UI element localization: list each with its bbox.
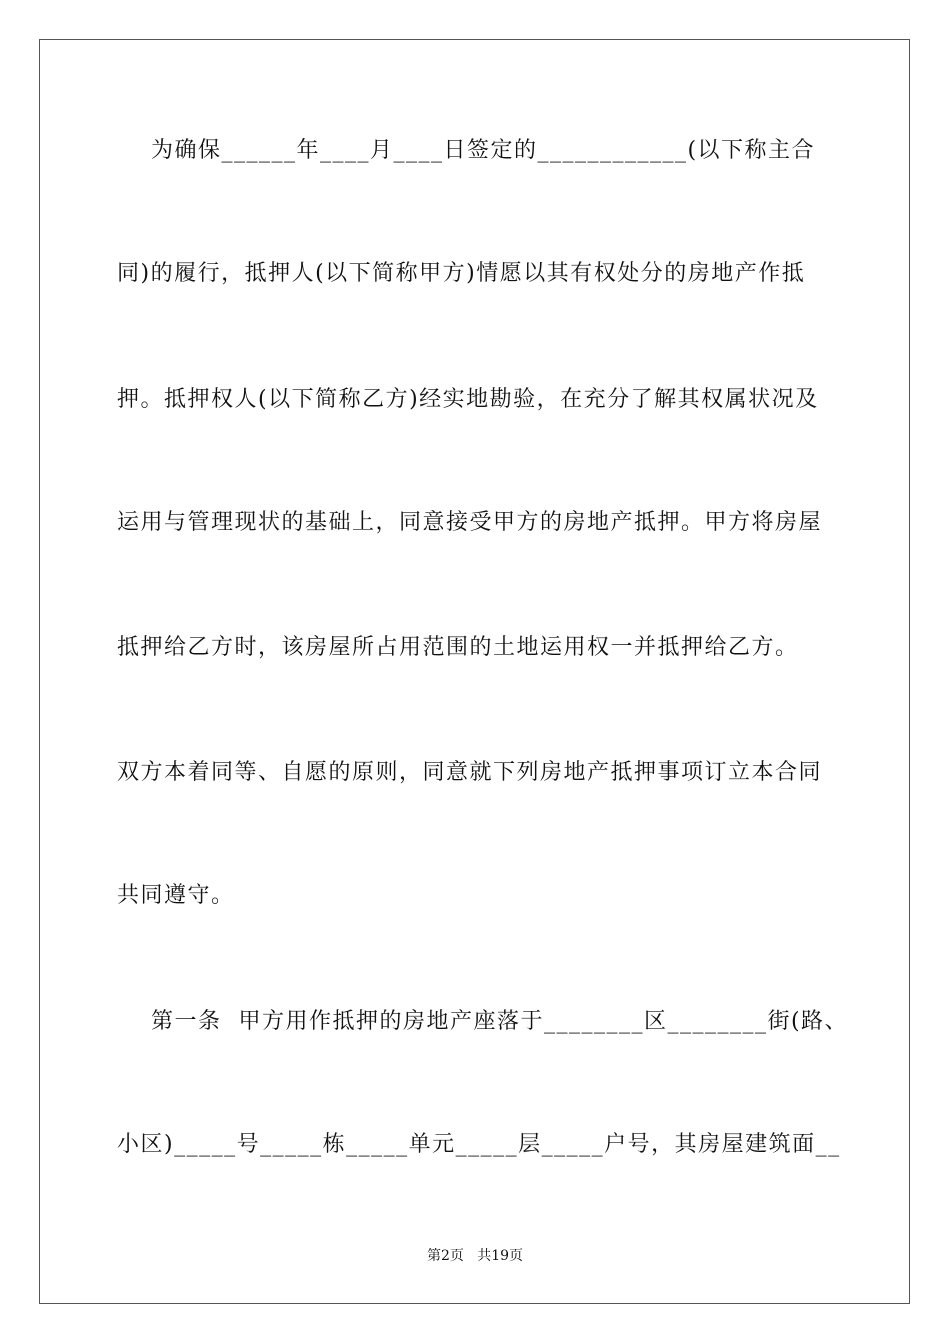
body-line-4: 运用与管理现状的基础上，同意接受甲方的房地产抵押。甲方将房屋 (117, 510, 823, 535)
body-line-6: 双方本着同等、自愿的原则，同意就下列房地产抵押事项订立本合同 (117, 760, 823, 785)
body-line-3: 押。抵押权人(以下简称乙方)经实地勘验，在充分了解其权属状况及 (117, 387, 819, 412)
article-one-line-2: 小区)_____号_____栋_____单元_____层_____户号，其房屋建筑面__ (117, 1132, 841, 1157)
body-line-1: 为确保______年____月____日签定的____________(以下称主合 (117, 138, 816, 163)
body-line-5: 抵押给乙方时，该房屋所占用范围的土地运用权一并抵押给乙方。 (117, 635, 799, 660)
article-one-line-1: 第一条 甲方用作抵押的房地产座落于________区________街(路、 (117, 1009, 849, 1034)
body-line-2: 同)的履行，抵押人(以下简称甲方)情愿以其有权处分的房地产作抵 (117, 261, 806, 286)
page-number-footer: 第2页 共19页 (426, 1248, 524, 1264)
page-border (39, 39, 910, 1304)
body-line-7: 共同遵守。 (117, 883, 235, 908)
